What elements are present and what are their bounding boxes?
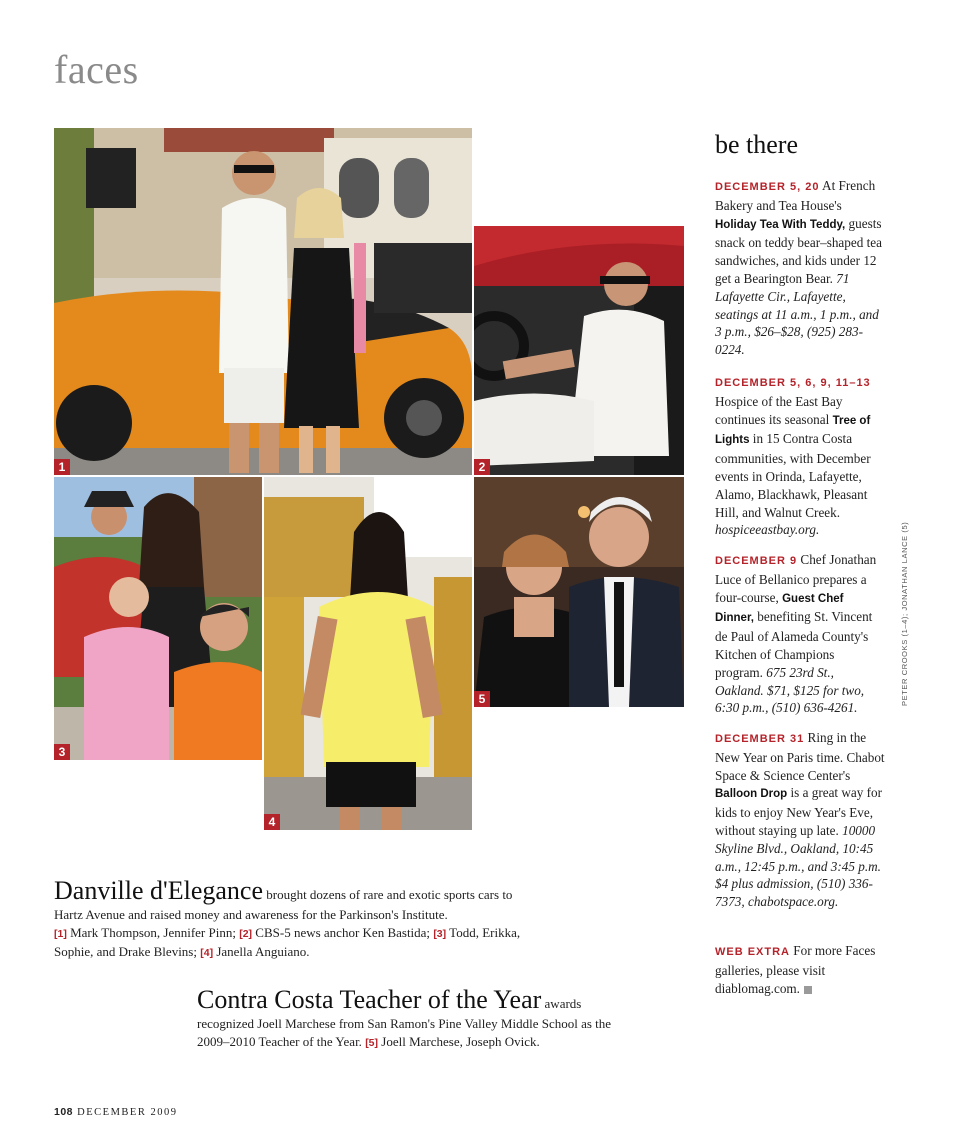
- photo-5: [474, 477, 684, 707]
- photo-number-badge: 3: [54, 744, 70, 760]
- photo-ref-text: Todd, Erikka, Sophie, and Drake Blevins;: [54, 925, 521, 959]
- photo-ref-number: [1]: [54, 928, 67, 940]
- photo-number-badge: 4: [264, 814, 280, 830]
- event-details: hospiceeastbay.org.: [715, 522, 820, 538]
- event-body: in 15 Contra Costa communities, with December events in Orinda, Lafayette, Alamo, Blackhawk, Pleasant Hill, and Walnut Creek.: [715, 431, 871, 520]
- photo-2: [474, 226, 684, 475]
- event-highlight: Holiday Tea With Teddy,: [715, 218, 846, 231]
- event-text: For more Faces galleries, please visit diablomag.com.: [715, 943, 876, 996]
- event-details: 10000 Skyline Blvd., Oakland, 10:45 a.m., 12:45 p.m., and 3:45 p.m. $4 plus admission, (510) 336-7373, chabotspace.org.: [715, 822, 881, 910]
- photo-1: [54, 128, 472, 475]
- photo-ref-text: CBS-5 news anchor Ken Bastida;: [252, 925, 434, 940]
- event-body: is a great way for kids to enjoy New Year's Eve, without staying up late.: [715, 785, 883, 838]
- photo-ref-text: Mark Thompson, Jennifer Pinn;: [66, 925, 240, 940]
- event-date: DECEMBER 31: [715, 733, 805, 745]
- photo-number-badge: 1: [54, 459, 70, 475]
- photo-ref-number: [2]: [239, 928, 253, 940]
- photo-ref-number: [4]: [200, 947, 214, 959]
- event-date: WEB EXTRA: [715, 946, 790, 958]
- event-1: [715, 177, 885, 359]
- event-highlight: Guest Chef Dinner,: [715, 592, 844, 625]
- photo-ref-number: [5]: [365, 1037, 379, 1049]
- event-text: At French Bakery and Tea House's: [715, 178, 876, 213]
- caption-title: Danville d'Elegance: [54, 876, 263, 905]
- caption-teacher: [197, 985, 637, 1052]
- folio: [54, 1106, 177, 1118]
- event-web-extra: [715, 942, 885, 997]
- event-details: 71 Lafayette Cir., Lafayette, seatings at 11 a.m., 1 p.m., and 3 p.m., $26–$28, (925) 283-0224.: [715, 270, 879, 358]
- caption-lead: brought dozens of rare and exotic sports cars to Hartz Avenue and raised money and awareness for the Parkinson's Institute.: [54, 887, 513, 922]
- event-highlight: Tree of Lights: [715, 414, 871, 447]
- issue-date: DECEMBER 2009: [77, 1107, 178, 1118]
- photo-ref-text: Joell Marchese, Joseph Ovick.: [378, 1034, 540, 1049]
- photo-4: [264, 477, 472, 830]
- photo-ref-number: [3]: [433, 928, 447, 940]
- photo-3: [54, 477, 262, 760]
- event-date: DECEMBER 5, 20: [715, 181, 820, 193]
- sidebar-title: be there: [715, 130, 799, 159]
- event-date: DECEMBER 5, 6, 9, 11–13: [715, 377, 871, 389]
- event-body: benefiting St. Vincent de Paul of Alameda County's Kitchen of Champions program.: [715, 609, 873, 680]
- caption-title: Contra Costa Teacher of the Year: [197, 985, 542, 1014]
- photo-credit: PETER CROOKS (1–4); JONATHAN LANCE (5): [900, 521, 909, 706]
- photo-number-badge: 5: [474, 691, 490, 707]
- event-highlight: Balloon Drop: [715, 788, 788, 801]
- event-text: Chef Jonathan Luce of Bellanico prepares a four-course,: [715, 552, 877, 605]
- end-square-icon: [804, 986, 812, 994]
- event-2: [715, 373, 885, 539]
- photo-number-badge: 2: [474, 459, 490, 475]
- caption-danville: [54, 876, 534, 962]
- page-number: 108: [54, 1106, 74, 1118]
- section-title: faces: [54, 47, 139, 92]
- caption-lead: awards recognized Joell Marchese from San Ramon's Pine Valley Middle School as the 2009–2010 Teacher of the Year.: [197, 996, 612, 1049]
- event-body: guests snack on teddy bear–shaped tea sandwiches, and kids under 12 get a Bearington Bear.: [715, 215, 882, 286]
- event-4: [715, 729, 885, 911]
- event-details: 675 23rd St., Oakland. $71, $125 for two, 6:30 p.m., (510) 636-4261.: [715, 664, 865, 716]
- event-date: DECEMBER 9: [715, 555, 798, 567]
- event-text: Ring in the New Year on Paris time. Chabot Space & Science Center's: [715, 730, 885, 783]
- event-3: [715, 551, 885, 717]
- photo-ref-text: Janella Anguiano.: [213, 944, 310, 959]
- event-text: Hospice of the East Bay continues its seasonal: [715, 393, 843, 427]
